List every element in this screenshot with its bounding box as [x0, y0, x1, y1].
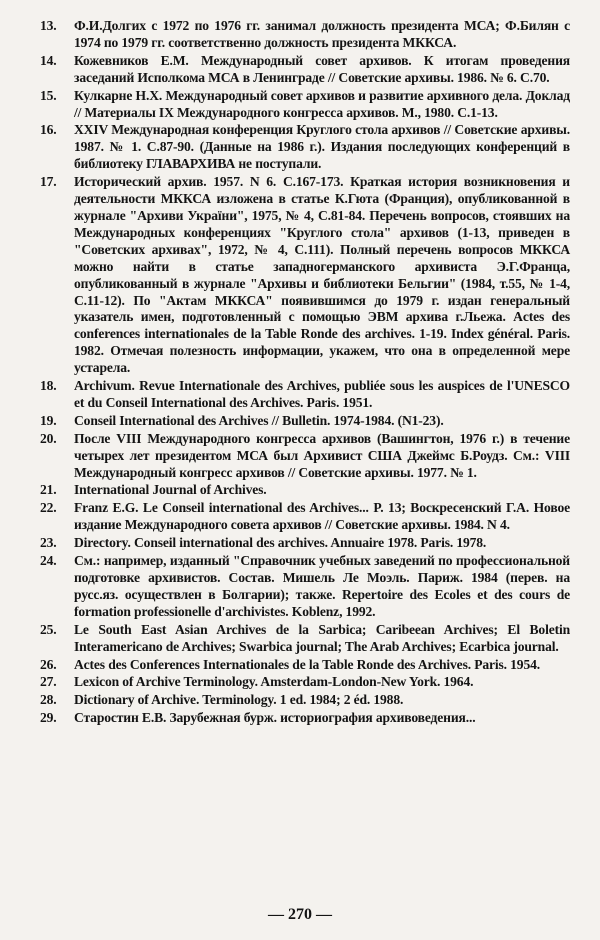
endnote-15 — [40, 88, 570, 122]
endnote-text: Franz E.G. Le Conseil international des Archives... P. 13; Воскресенский Г.А. Новое издание Международного совета архивов // Советские архивы. 1984. N 4. — [74, 500, 570, 533]
endnote-13 — [40, 18, 570, 52]
endnote-28 — [40, 692, 570, 709]
endnote-24 — [40, 553, 570, 621]
endnote-text: Кулкарне Н.Х. Международный совет архивов и развитие архивного дела. Доклад // Материалы IX Международного конгресса архивов. М., 1980. С.1-13. — [74, 87, 570, 120]
endnote-18 — [40, 378, 570, 412]
endnote-14 — [40, 53, 570, 87]
endnote-22 — [40, 500, 570, 534]
endnote-text: XXIV Международная конференция Круглого стола архивов // Советские архивы. 1987. № 1. С.87-90. (Данные на 1986 г.). Издания последующих конференций в библиотеку ГЛАВАРХИВА не поступали. — [74, 122, 570, 172]
endnote-27 — [40, 674, 570, 691]
endnote-number: 25. — [40, 621, 57, 637]
endnote-number: 16. — [40, 122, 57, 138]
endnote-number: 20. — [40, 430, 57, 446]
endnote-text: Actes des Conferences Internationales de la Table Ronde des Archives. Paris. 1954. — [74, 656, 540, 672]
endnote-26 — [40, 657, 570, 674]
endnote-number: 23. — [40, 535, 57, 551]
endnote-number: 21. — [40, 482, 57, 498]
endnote-25 — [40, 622, 570, 656]
endnote-text: Старостин Е.В. Зарубежная бурж. историография архивоведения... — [74, 710, 476, 726]
endnote-29 — [40, 710, 570, 727]
endnote-text: Directory. Conseil international des archives. Annuaire 1978. Paris. 1978. — [74, 535, 487, 551]
endnote-16 — [40, 122, 570, 173]
endnote-number: 19. — [40, 412, 57, 428]
endnote-21 — [40, 482, 570, 499]
endnote-text: См.: например, изданный "Справочник учебных заведений по профессиональной подготовке архивистов. Состав. Мишель Ле Моэль. Париж. 1984 (перев. на русс.яз. осуществлен в Болгарии); также. Repertoire des Ecoles et des cours de formation professionelle d'archivistes. Koblenz, 1992. — [74, 553, 570, 619]
endnote-text: Ф.И.Долгих с 1972 по 1976 гг. занимал должность президента МСА; Ф.Билян с 1974 по 1979 гг. соответственно должность президента МККСА. — [74, 18, 570, 50]
endnote-number: 27. — [40, 674, 57, 690]
endnote-number: 22. — [40, 500, 57, 516]
endnote-text: Le South East Asian Archives de la Sarbica; Caribeean Archives; El Boletin Interamericano de Archives; Swarbica journal; The Arab Archives; Ecarbica journal. — [74, 621, 570, 654]
endnote-number: 17. — [40, 174, 57, 190]
endnotes-list — [40, 18, 570, 728]
endnote-text: International Journal of Archives. — [74, 482, 267, 498]
endnote-number: 26. — [40, 656, 57, 672]
endnote-number: 14. — [40, 52, 57, 68]
endnote-number: 29. — [40, 710, 57, 726]
endnote-number: 15. — [40, 87, 57, 103]
endnote-text: Кожевников Е.М. Международный совет архивов. К итогам проведения заседаний Исполкома МСА в Ленинграде // Советские архивы. 1986. № 6. С.70. — [74, 52, 570, 85]
endnote-number: 28. — [40, 692, 57, 708]
endnote-number: 18. — [40, 378, 57, 394]
endnote-text: Исторический архив. 1957. N 6. С.167-173. Краткая история возникновения и деятельности МККСА изложена в статье К.Гюта (Франция), опубликованной в журнале "Архиви України", 1975, № 4, С.81-84. Перечень вопросов, стоявших на Международных конференциях "Круглого стола" архивов (1-13, приведен в "Советских архивах", 1972, № 4, С.111). Полный перечень вопросов МККСА можно найти в статье западногерманского архивиста Э.Г.Франца, опубликованный в журнале "Архивы и библиотеки Бельгии" (1984, т.55, № 1-4, С.11-12). По "Актам МККСА" появившимся до 1979 г. издан генеральный указатель имен, подготовленный с помощью ЭВМ архива г.Льежа. Actes des conferences internationales de la Table Ronde des archives. 1-19. Index général. Paris. 1982. Отмечая полезность информации, укажем, что она в определенной мере устарела. — [74, 174, 570, 376]
endnote-text: Lexicon of Archive Terminology. Amsterdam-London-New York. 1964. — [74, 674, 474, 690]
endnote-number: 13. — [40, 18, 57, 33]
endnote-text: После VIII Международного конгресса архивов (Вашингтон, 1976 г.) в течение четырех лет президентом МСА был Архивист США Джеймс Б.Роудз. См.: VIII Международный конгресс архивов // Советские архивы. 1977. № 1. — [74, 430, 570, 480]
endnote-19 — [40, 413, 570, 430]
endnote-text: Conseil International des Archives // Bulletin. 1974-1984. (N1-23). — [74, 412, 444, 428]
endnote-text: Dictionary of Archive. Terminology. 1 ed. 1984; 2 éd. 1988. — [74, 692, 404, 708]
endnote-23 — [40, 535, 570, 552]
endnote-text: Archivum. Revue Internationale des Archives, publiée sous les auspices de l'UNESCO et du Conseil International des Archives. Paris. 1951. — [74, 378, 570, 410]
endnote-number: 24. — [40, 553, 57, 569]
page-number: — 270 — — [268, 906, 332, 923]
endnote-17 — [40, 174, 570, 377]
endnote-20 — [40, 431, 570, 482]
